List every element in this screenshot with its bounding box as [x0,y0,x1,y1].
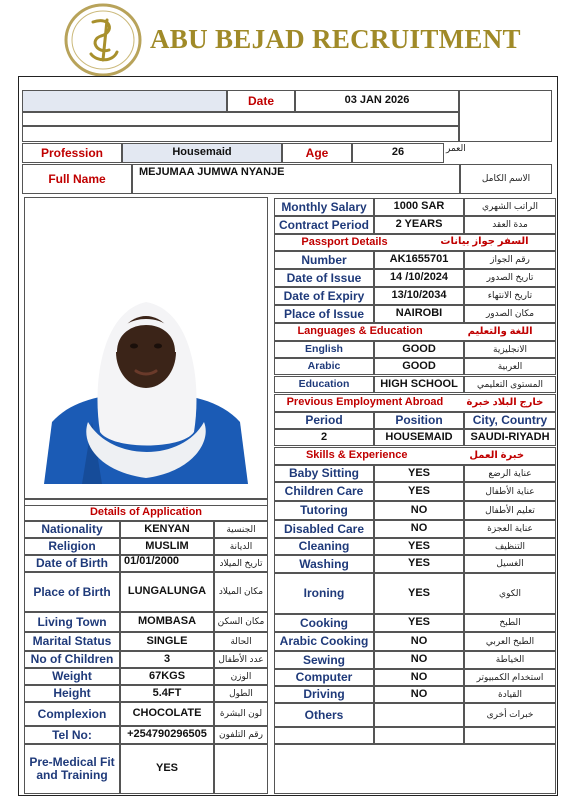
skill-row-value: NO [374,669,464,686]
skill-row-label: Driving [274,686,374,703]
skill-row-label: Washing [274,555,374,573]
application-row-label: Weight [24,668,120,685]
skills-title: Skills & Experience [305,449,408,462]
passport-row-value: 14 /10/2024 [374,269,464,287]
salary-label: Monthly Salary [274,198,374,216]
fullname-ar: الاسم الكامل [460,164,552,194]
skill-row-ar: عناية الرضع [464,465,556,482]
application-row-value: YES [120,744,214,794]
skill-row-ar: خبرات أخرى [464,703,556,727]
passport-row-label: Date of Expiry [274,287,374,305]
passport-row-value: AK1655701 [374,251,464,269]
application-title: Details of Application [24,505,268,521]
age-label: Age [282,143,352,163]
passport-row-value: NAIROBI [374,305,464,323]
skill-row-value: NO [374,632,464,651]
skill-row-label: Cleaning [274,538,374,555]
application-row-ar [214,744,268,794]
period-ar: مدة العقد [464,216,556,234]
skill-row-ar: الطبخ [464,614,556,632]
language-row-label: Arabic [274,358,374,375]
application-row-value: KENYAN [120,521,214,538]
skill-row-label: Disabled Care [274,520,374,538]
application-row-ar: رقم التلفون [214,726,268,744]
skill-row-ar: عناية العجزة [464,520,556,538]
skill-row-ar: الكوي [464,573,556,614]
skill-row-label: Ironing [274,573,374,614]
languages-header [274,323,556,341]
skill-row-label: Cooking [274,614,374,632]
skill-row-value: YES [374,573,464,614]
languages-title: Languages & Education [297,325,423,338]
application-row-label: Living Town [24,612,120,632]
application-row-ar: مكان السكن [214,612,268,632]
language-row-value: GOOD [374,341,464,358]
date-value: 03 JAN 2026 [295,90,459,112]
skill-row-ar: القيادة [464,686,556,703]
employment-period-value: 2 [274,429,374,446]
employment-title-ar: خارج البلاد خبرة [466,396,544,408]
skills-blank-row [274,727,374,744]
application-row-label: Place of Birth [24,572,120,612]
employment-position-value: HOUSEMAID [374,429,464,446]
blank-row-1 [22,112,459,126]
application-row-label: Pre-Medical Fit and Training [24,744,120,794]
profession-value: Housemaid [122,143,282,163]
skill-row-value [374,703,464,727]
skill-row-ar: الخياطة [464,651,556,669]
application-row-value: MUSLIM [120,538,214,555]
application-row-label: Complexion [24,702,120,726]
salary-ar: الراتب الشهري [464,198,556,216]
application-row-value: 67KGS [120,668,214,685]
application-row-label: Date of Birth [24,555,120,572]
skills-blank-row [374,727,464,744]
skills-header [274,447,556,465]
skill-row-ar: التنظيف [464,538,556,555]
application-row-ar: الحالة [214,632,268,651]
passport-header [274,234,556,251]
skill-row-label: Tutoring [274,501,374,520]
date-left-blank [22,90,227,112]
application-row-value: 3 [120,651,214,668]
application-row-label: Tel No: [24,726,120,744]
passport-title: Passport Details [301,235,388,248]
skill-row-label: Others [274,703,374,727]
company-name: ABU BEJAD RECRUITMENT [150,24,521,54]
application-row-label: No of Children [24,651,120,668]
passport-row-label: Date of Issue [274,269,374,287]
language-row-value: GOOD [374,358,464,375]
application-row-ar: مكان الميلاد [214,572,268,612]
skill-row-value: YES [374,538,464,555]
skill-row-label: Sewing [274,651,374,669]
skill-row-ar: الطبخ العربي [464,632,556,651]
profession-label: Profession [22,143,122,163]
language-row-value: HIGH SCHOOL [374,376,464,393]
passport-row-value: 13/10/2034 [374,287,464,305]
application-row-ar: الطول [214,685,268,702]
application-row-label: Nationality [24,521,120,538]
skills-blank-row [464,727,556,744]
applicant-photo [42,272,250,484]
date-label: Date [227,90,295,112]
application-row-value: 01/01/2000 [120,555,214,572]
application-row-ar: الجنسية [214,521,268,538]
passport-row-ar: تاريخ الصدور [464,269,556,287]
skill-row-value: NO [374,520,464,538]
skill-row-ar: عناية الأطفال [464,482,556,501]
blank-row-2 [22,126,459,142]
application-row-ar: لون البشرة [214,702,268,726]
application-row-ar: تاريخ الميلاد [214,555,268,572]
passport-row-ar: تاريخ الانتهاء [464,287,556,305]
skills-title-ar: خبرة العمل [469,449,525,461]
fullname-value: MEJUMAA JUMWA NYANJE [132,164,460,194]
employment-header [274,394,556,412]
skill-row-ar: استخدام الكمبيوتر [464,669,556,686]
application-row-value: CHOCOLATE [120,702,214,726]
application-row-ar: الديانة [214,538,268,555]
logo-emblem [63,2,143,78]
employment-col-city: City, Country [464,412,556,429]
application-row-label: Height [24,685,120,702]
application-row-ar: الوزن [214,668,268,685]
employment-title: Previous Employment Abroad [286,396,444,409]
application-row-value: MOMBASA [120,612,214,632]
skill-row-ar: تعليم الأطفال [464,501,556,520]
skill-row-label: Arabic Cooking [274,632,374,651]
skill-row-value: YES [374,482,464,501]
bottom-right-blank [274,744,556,794]
application-row-label: Religion [24,538,120,555]
skill-row-value: YES [374,555,464,573]
fullname-label: Full Name [22,164,132,194]
language-row-ar: الانجليزية [464,341,556,358]
language-row-label: Education [274,376,374,393]
age-value: 26 [352,143,444,163]
period-label: Contract Period [274,216,374,234]
languages-title-ar: اللغة والتعليم [467,325,533,337]
passport-row-label: Number [274,251,374,269]
employment-col-period: Period [274,412,374,429]
salary-value: 1000 SAR [374,198,464,216]
application-row-value: 5.4FT [120,685,214,702]
language-row-ar: العربية [464,358,556,375]
employment-col-position: Position [374,412,464,429]
skill-row-value: YES [374,614,464,632]
skill-row-value: NO [374,651,464,669]
application-row-value: +254790296505 [120,726,214,744]
application-row-value: LUNGALUNGA [120,572,214,612]
skill-row-label: Baby Sitting [274,465,374,482]
language-row-label: English [274,341,374,358]
application-row-label: Marital Status [24,632,120,651]
passport-row-ar: رقم الجواز [464,251,556,269]
skill-row-label: Computer [274,669,374,686]
skill-row-value: YES [374,465,464,482]
skill-row-value: NO [374,686,464,703]
skill-row-value: NO [374,501,464,520]
application-row-ar: عدد الأطفال [214,651,268,668]
employment-city-value: SAUDI-RIYADH [464,429,556,446]
passport-title-ar: السفر جواز بيانات [440,236,529,248]
top-right-box [459,90,552,142]
age-ar: العمر [446,143,466,153]
period-value: 2 YEARS [374,216,464,234]
passport-row-ar: مكان الصدور [464,305,556,323]
skill-row-ar: الغسيل [464,555,556,573]
application-row-value: SINGLE [120,632,214,651]
passport-row-label: Place of Issue [274,305,374,323]
skill-row-label: Children Care [274,482,374,501]
language-row-ar: المستوى التعليمي [464,376,556,393]
